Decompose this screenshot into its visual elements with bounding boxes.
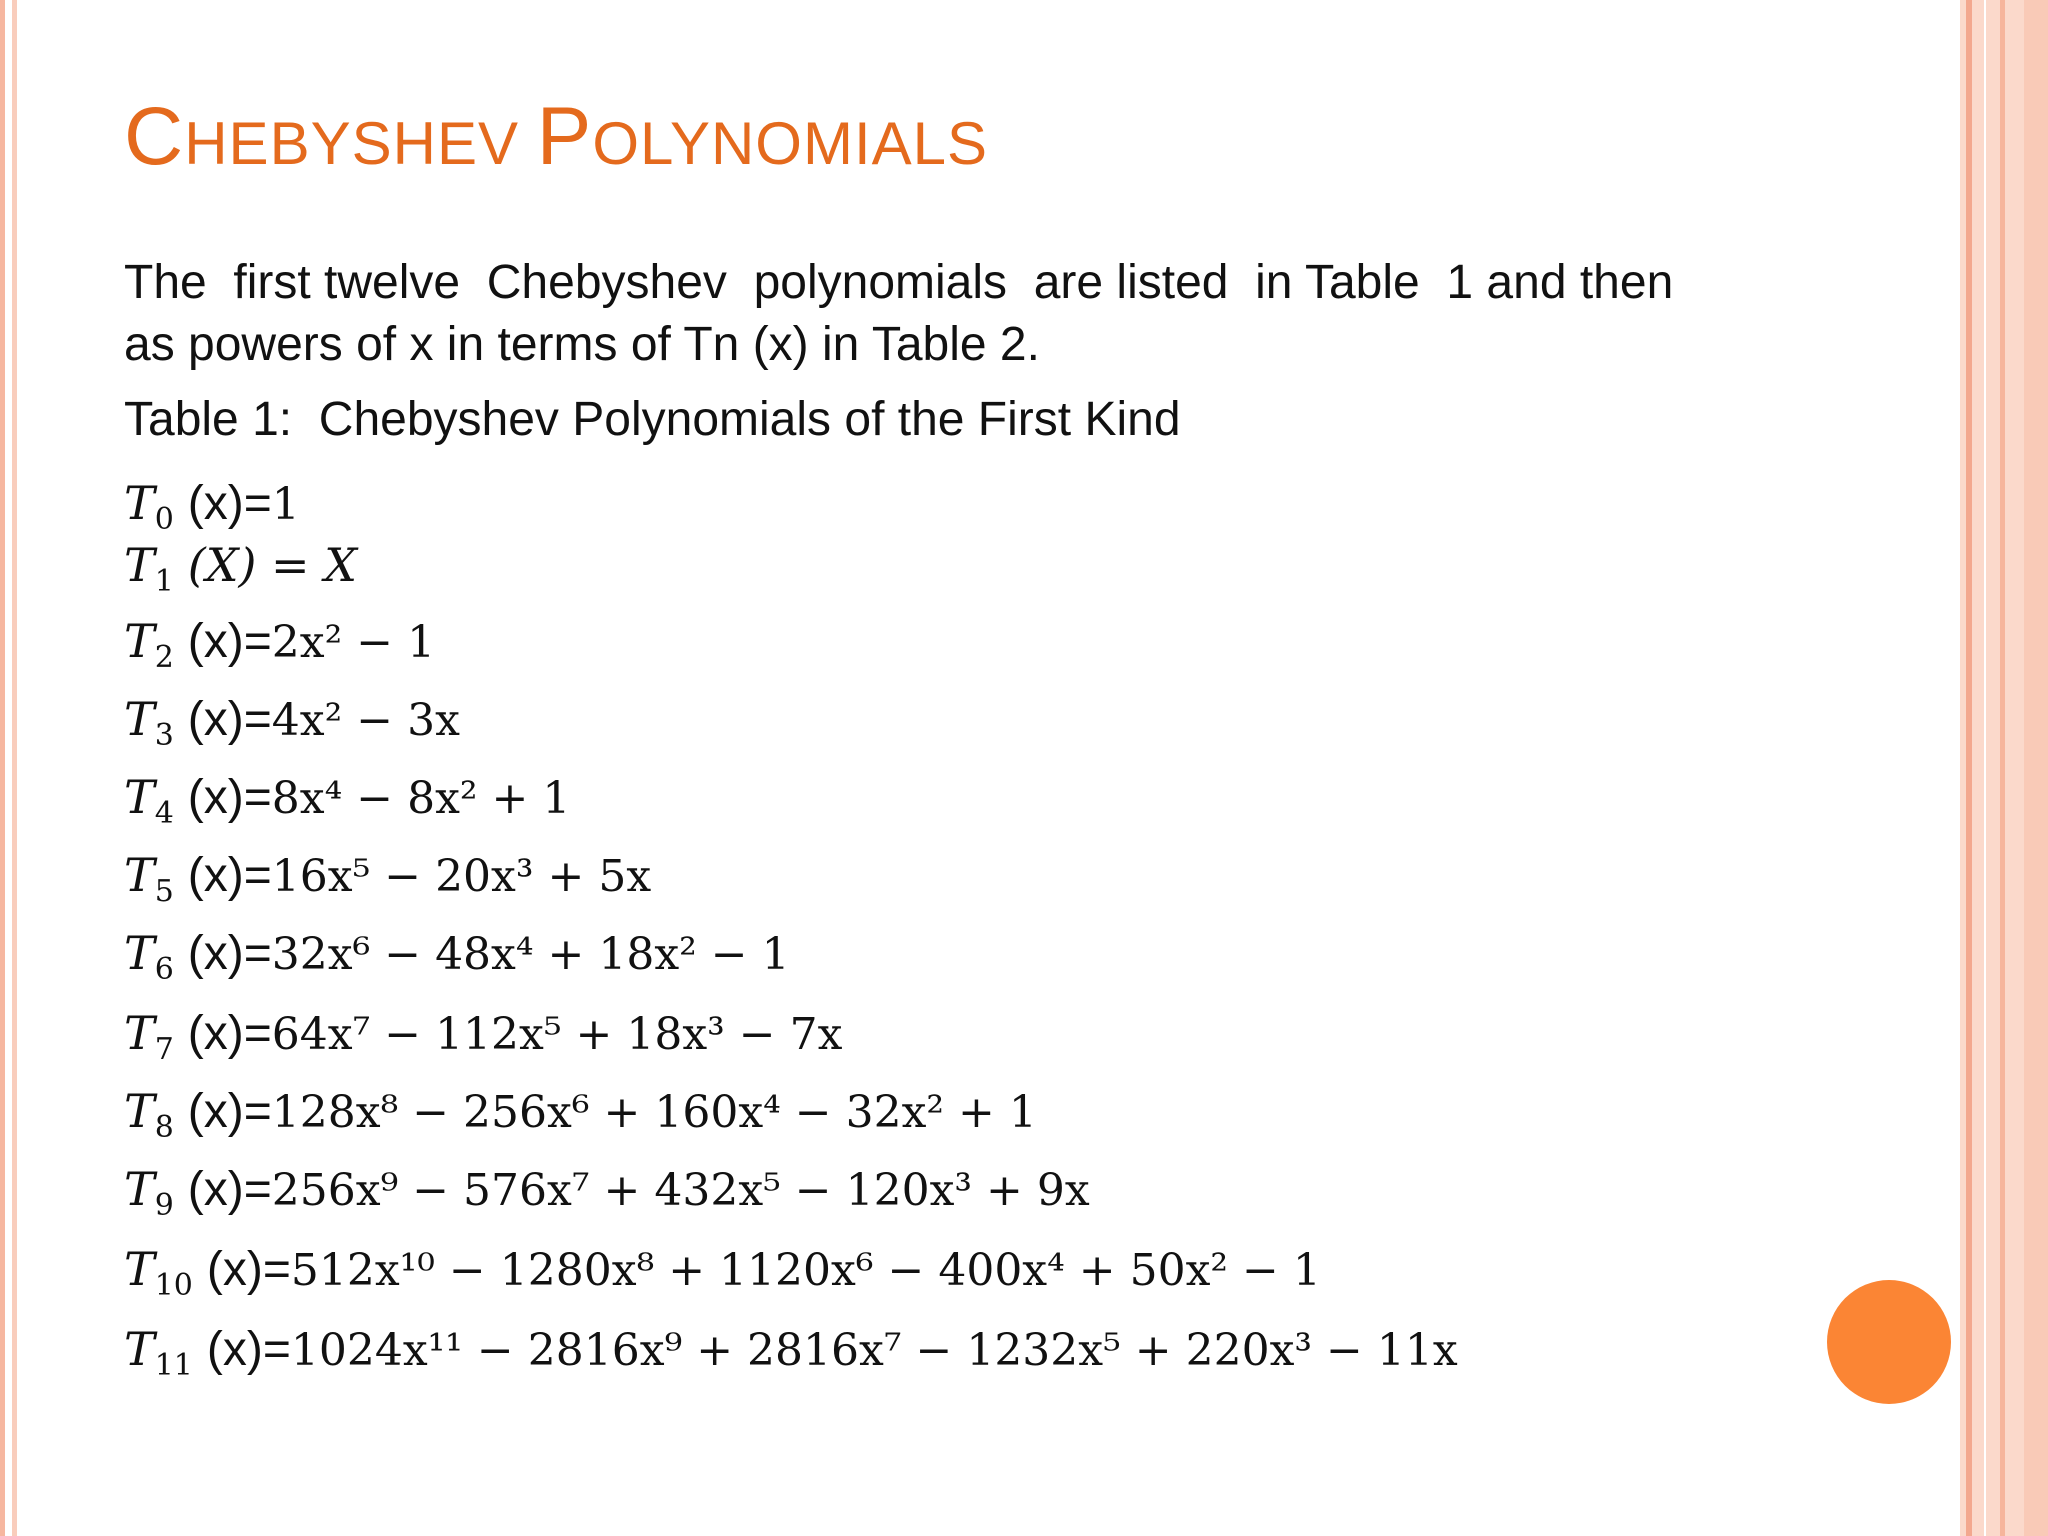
polynomial-expression: 4x² − 3x	[271, 695, 460, 746]
polynomial-expression: 8x⁴ − 8x² + 1	[271, 773, 571, 824]
polynomial-row	[124, 1006, 843, 1067]
polynomial-row	[124, 614, 436, 675]
polynomial-label: $T_3$	[124, 692, 174, 753]
frame-left-outer	[0, 0, 5, 1536]
polynomial-expression: 512x¹⁰ − 1280x⁸ + 1120x⁶ − 400x⁴ + 50x² − 1	[290, 1245, 1321, 1296]
polynomial-index: 0	[154, 502, 174, 537]
polynomial-argument: (x)=	[187, 477, 272, 530]
polynomial-row	[124, 848, 652, 909]
polynomial-row	[124, 476, 300, 537]
frame-right-line	[2000, 0, 2005, 1536]
polynomial-label: $T_{10}$	[124, 1242, 193, 1303]
polynomial-argument: (x)=	[187, 849, 272, 902]
polynomial-index: 8	[154, 1110, 174, 1145]
polynomial-label: $T_0$	[124, 476, 174, 537]
title-initial: C	[124, 91, 185, 182]
polynomial-label: $T_6$	[124, 926, 174, 987]
polynomial-argument: (x)=	[206, 1323, 291, 1376]
title-initial: P	[536, 91, 593, 182]
polynomial-argument: (x)=	[187, 927, 272, 980]
polynomial-expression: 256x⁹ − 576x⁷ + 432x⁵ − 120x³ + 9x	[271, 1165, 1090, 1216]
polynomial-index: 5	[154, 874, 174, 909]
polynomial-argument: (x)=	[187, 1163, 272, 1216]
accent-circle	[1827, 1280, 1951, 1404]
polynomial-index: 2	[154, 640, 174, 675]
polynomial-index: 11	[154, 1348, 193, 1383]
polynomial-argument: (x)=	[187, 693, 272, 746]
frame-right-line	[1966, 0, 1972, 1536]
polynomial-label: $T_8$	[124, 1084, 174, 1145]
polynomial-index: 10	[154, 1268, 193, 1303]
polynomial-argument: (x)=	[187, 771, 272, 824]
polynomial-argument: (x)=	[187, 615, 272, 668]
frame-left-inner	[12, 0, 17, 1536]
polynomial-expression: 64x⁷ − 112x⁵ + 18x³ − 7x	[271, 1009, 843, 1060]
title-word2: OLYNOMIALS	[592, 110, 989, 177]
polynomial-label: $T_1$	[124, 538, 174, 599]
polynomial-label: $T_2$	[124, 614, 174, 675]
polynomial-index: 9	[154, 1188, 174, 1223]
polynomial-row	[124, 1162, 1090, 1223]
polynomial-row	[124, 1242, 1321, 1303]
title-word1: HEBYSHEV	[184, 110, 537, 177]
polynomial-label: $T_5$	[124, 848, 174, 909]
polynomial-row	[124, 1322, 1458, 1383]
polynomial-argument: (x)=	[187, 1007, 272, 1060]
polynomial-label: $T_7$	[124, 1006, 174, 1067]
polynomial-expression: 128x⁸ − 256x⁶ + 160x⁴ − 32x² + 1	[271, 1087, 1037, 1138]
polynomial-expression: 32x⁶ − 48x⁴ + 18x² − 1	[271, 929, 790, 980]
polynomial-index: 3	[154, 718, 174, 753]
polynomial-label: $T_9$	[124, 1162, 174, 1223]
polynomial-row	[124, 926, 790, 987]
polynomial-expression: 1	[271, 479, 300, 530]
polynomial-index: 1	[154, 564, 174, 599]
frame-right-edge	[2024, 0, 2048, 1536]
polynomial-row	[124, 770, 571, 831]
slide-title	[124, 91, 989, 182]
polynomial-expression: 16x⁵ − 20x³ + 5x	[271, 851, 652, 902]
polynomial-argument: (X) = X	[187, 538, 357, 592]
table-caption: Table 1: Chebyshev Polynomials of the First Kind	[124, 393, 1181, 446]
polynomial-expression: 1024x¹¹ − 2816x⁹ + 2816x⁷ − 1232x⁵ + 220x³ − 11x	[290, 1325, 1458, 1376]
polynomial-expression: 2x² − 1	[271, 617, 436, 668]
polynomial-row	[124, 1084, 1037, 1145]
polynomial-row	[124, 538, 357, 599]
polynomial-row	[124, 692, 460, 753]
polynomial-index: 4	[154, 796, 174, 831]
polynomial-label: $T_4$	[124, 770, 174, 831]
intro-paragraph: The first twelve Chebyshev polynomials are listed in Table 1 and then as powers of x in terms of Tn (x) in Table 2.	[124, 256, 1700, 371]
polynomial-label: $T_{11}$	[124, 1322, 193, 1383]
polynomial-argument: (x)=	[187, 1085, 272, 1138]
frame-right-line	[1984, 0, 1986, 1536]
polynomial-index: 7	[154, 1032, 174, 1067]
polynomial-index: 6	[154, 952, 174, 987]
polynomial-argument: (x)=	[206, 1243, 291, 1296]
